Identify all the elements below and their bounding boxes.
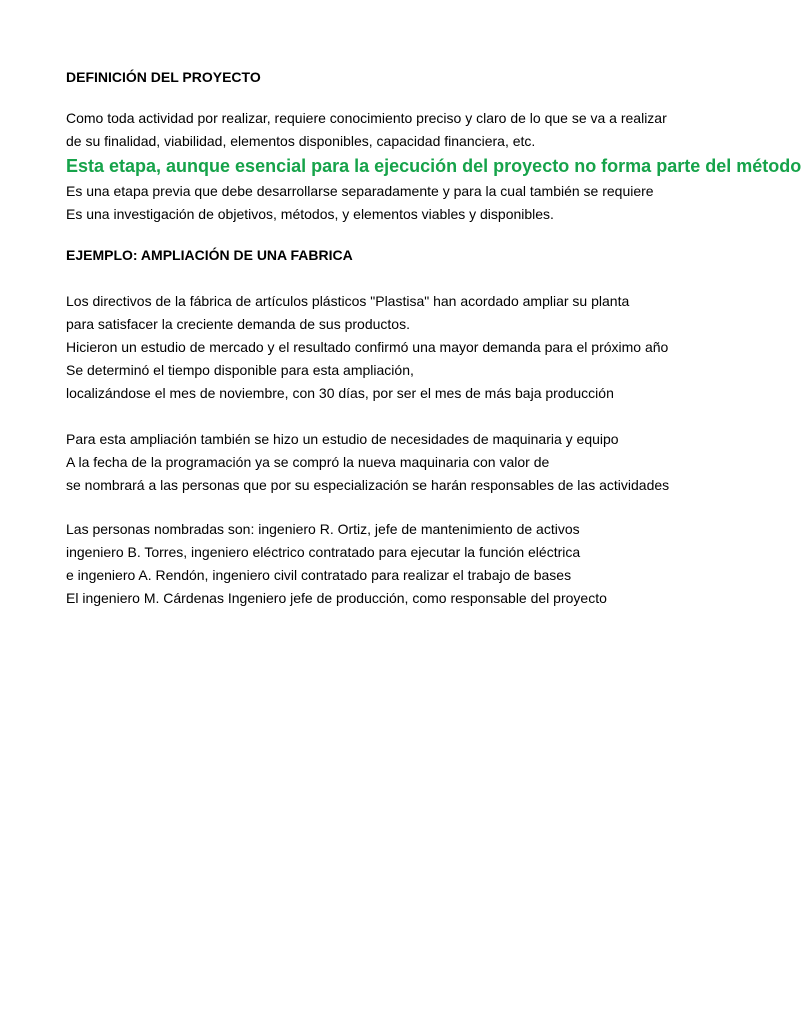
text-line: Los directivos de la fábrica de artículos plásticos "Plastisa" han acordado ampliar su planta — [66, 293, 630, 309]
text-line: A la fecha de la programación ya se compró la nueva maquinaria con valor de — [66, 454, 550, 470]
text-line: para satisfacer la creciente demanda de sus productos. — [66, 316, 410, 332]
text-line: se nombrará a las personas que por su especialización se harán responsables de las actividades — [66, 477, 670, 493]
text-line: localizándose el mes de noviembre, con 30 días, por ser el mes de más baja producción — [66, 385, 614, 401]
text-line: Para esta ampliación también se hizo un estudio de necesidades de maquinaria y equipo — [66, 431, 619, 447]
section-heading-ejemplo: EJEMPLO: AMPLIACIÓN DE UNA FABRICA — [66, 247, 353, 263]
text-line: El ingeniero M. Cárdenas Ingeniero jefe de producción, como responsable del proyecto — [66, 590, 607, 606]
text-line: Como toda actividad por realizar, requiere conocimiento preciso y claro de lo que se va a realizar — [66, 110, 667, 126]
text-line: Es una etapa previa que debe desarrollarse separadamente y para la cual también se requiere — [66, 183, 654, 199]
text-line: Hicieron un estudio de mercado y el resultado confirmó una mayor demanda para el próximo año — [66, 339, 669, 355]
text-line: de su finalidad, viabilidad, elementos disponibles, capacidad financiera, etc. — [66, 133, 536, 149]
text-line: e ingeniero A. Rendón, ingeniero civil contratado para realizar el trabajo de bases — [66, 567, 572, 583]
section-heading-definicion: DEFINICIÓN DEL PROYECTO — [66, 69, 261, 85]
text-line: Se determinó el tiempo disponible para esta ampliación, — [66, 362, 414, 378]
text-line: Las personas nombradas son: ingeniero R. Ortiz, jefe de mantenimiento de activos — [66, 521, 580, 537]
highlight-line: Esta etapa, aunque esencial para la ejecución del proyecto no forma parte del método — [66, 156, 801, 176]
text-line: Es una investigación de objetivos, métodos, y elementos viables y disponibles. — [66, 206, 554, 222]
text-line: ingeniero B. Torres, ingeniero eléctrico contratado para ejecutar la función eléctrica — [66, 544, 581, 560]
